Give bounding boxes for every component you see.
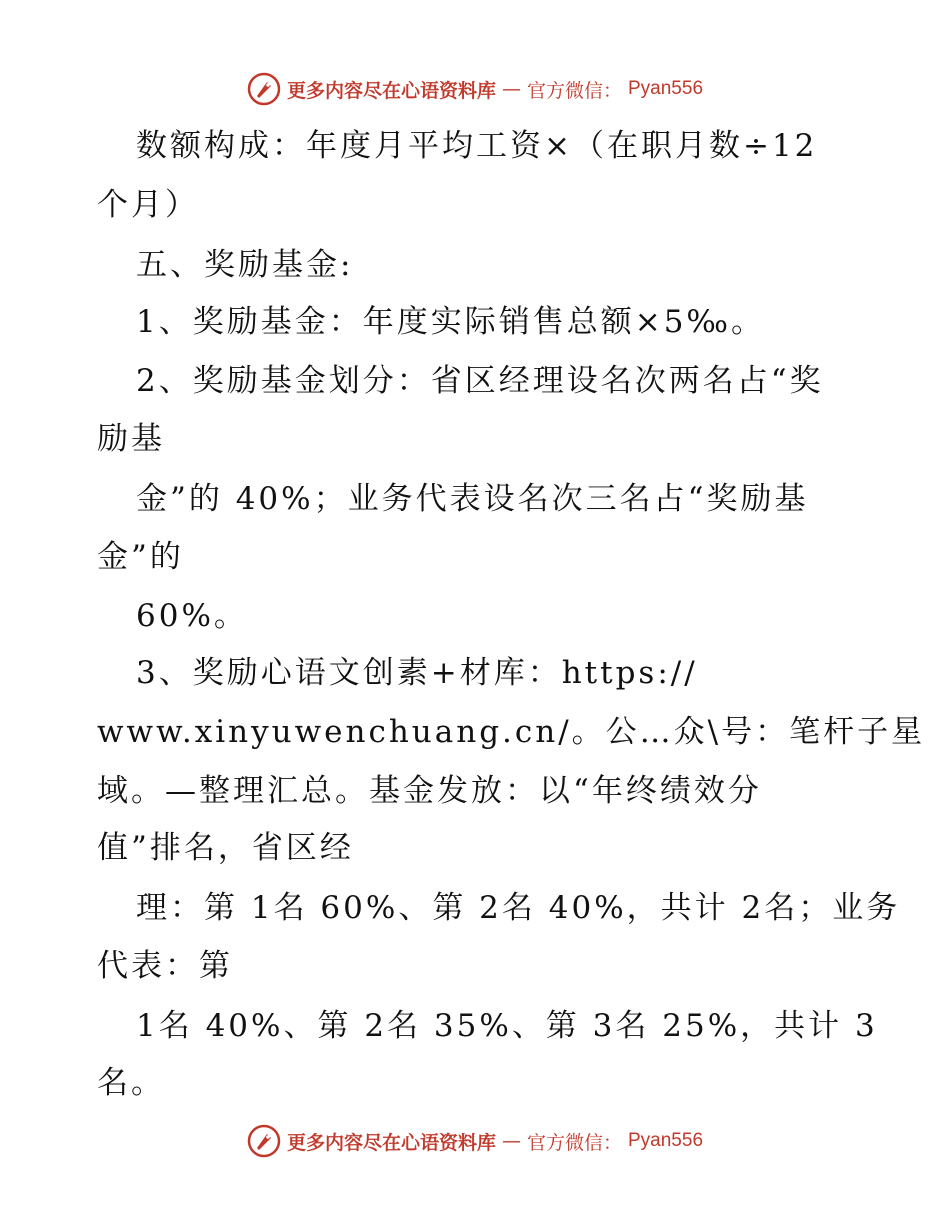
- text-line: 名。: [97, 1065, 165, 1101]
- text-line: 数额构成：年度月平均工资×（在职月数÷12: [136, 128, 818, 164]
- text-line: 金”的: [97, 539, 184, 575]
- banner-wechat-id: Pyan556: [628, 1130, 704, 1151]
- text-line: 60%。: [136, 598, 248, 634]
- banner-title: 更多内容尽在心语资料库: [286, 1131, 496, 1154]
- banner-dash: —: [501, 78, 521, 100]
- pen-nib-logo-icon: [247, 72, 281, 106]
- text-line: 代表：第: [97, 948, 233, 984]
- banner-title: 更多内容尽在心语资料库: [286, 79, 496, 102]
- section-heading: 五、奖励基金:: [136, 247, 354, 283]
- banner-dash: —: [501, 1130, 521, 1152]
- text-line: 域。—整理汇总。基金发放：以“年终绩效分: [97, 773, 762, 809]
- banner-wechat-label: 官方微信：: [526, 1131, 622, 1154]
- text-line: 理：第 1名 60%、第 2名 40%，共计 2名；业务: [136, 890, 901, 926]
- footer-banner: [0, 1124, 950, 1158]
- text-line: 1、奖励基金：年度实际销售总额×5‰。: [136, 304, 766, 340]
- text-line: 3、奖励心语文创素+材库：https://: [136, 655, 698, 691]
- text-line: 金”的 40%；业务代表设名次三名占“奖励基: [136, 481, 809, 517]
- text-line: 1名 40%、第 2名 35%、第 3名 25%，共计 3: [136, 1008, 878, 1044]
- banner-wechat-label: 官方微信：: [526, 79, 622, 102]
- text-line: 励基: [97, 421, 165, 457]
- header-banner: [0, 72, 950, 106]
- text-line: 2、奖励基金划分：省区经理设名次两名占“奖: [136, 363, 824, 399]
- pen-nib-logo-icon: [247, 1124, 281, 1158]
- banner-wechat-id: Pyan556: [628, 78, 704, 99]
- text-line: www.xinyuwenchuang.cn/。公…众\号：笔杆子星: [97, 714, 926, 750]
- text-line: 值”排名，省区经: [97, 830, 354, 866]
- text-line: 个月）: [97, 187, 199, 223]
